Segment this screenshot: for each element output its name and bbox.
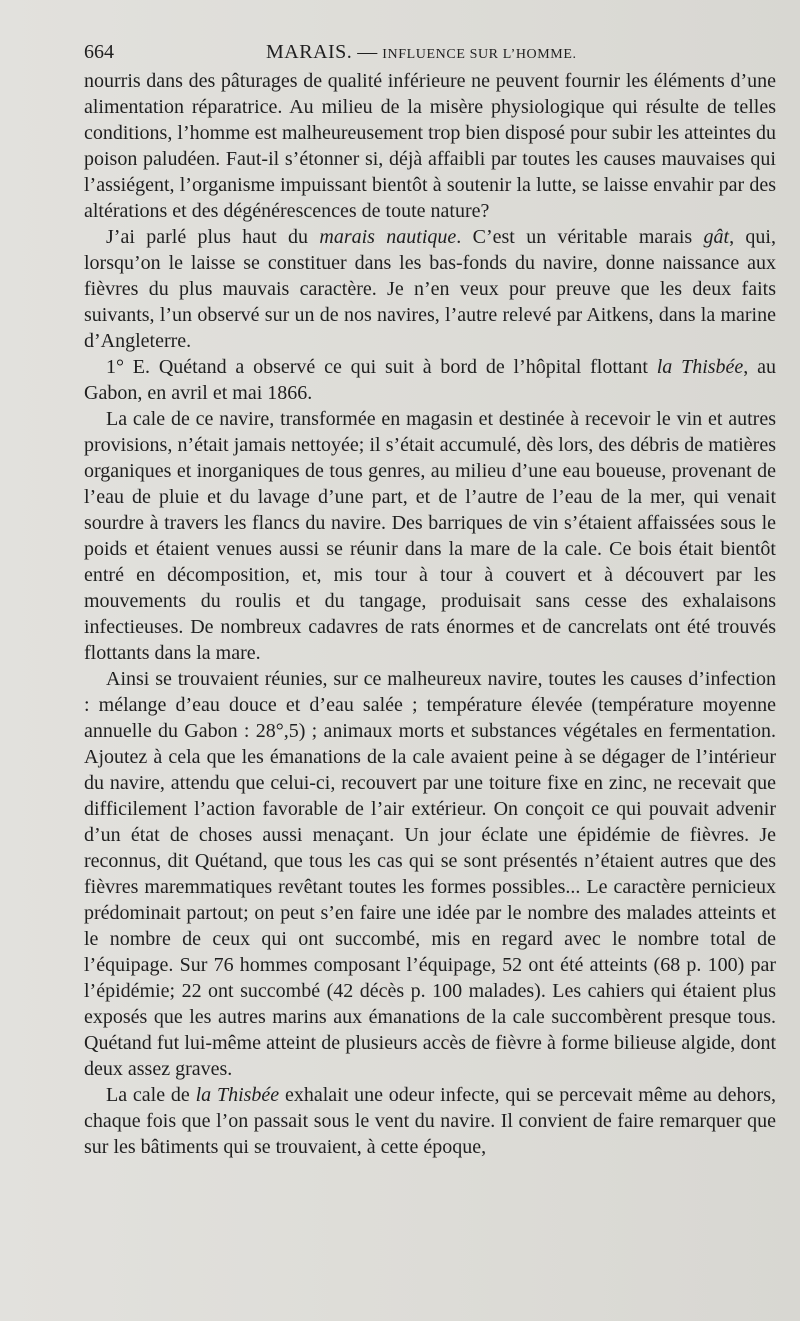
paragraph-case-one: [84, 354, 776, 406]
paragraph-text: La cale de: [106, 1084, 196, 1106]
ship-name: la Thisbée: [195, 1084, 280, 1106]
italic-term: marais nautique: [319, 226, 457, 248]
running-title-separator: —: [352, 41, 383, 63]
paragraph-text: exhalait une odeur infecte, qui se percevait même au dehors, chaque fois que l’on passait sous le vent du navire. Il convient de faire remarquer que sur les bâtiments qui se trouvaient, à cette époque,: [84, 1084, 776, 1158]
paragraph-text: , qui, lorsqu’on le laisse se constituer dans les bas-fonds du navire, donne naissance aux fièvres du plus mauvais caractère. Je n’en veux pour preuve que les deux faits suivants, l’un observé sur un de nos navires, l’autre relevé par Aitkens, dans la marine d’Angleterre.: [84, 226, 776, 352]
paragraph-text: , au Gabon, en avril et mai 1866.: [84, 356, 776, 404]
running-title: [266, 36, 577, 71]
paragraph-marais-nautique: [84, 224, 776, 354]
running-title-subtitle: INFLUENCE SUR L’HOMME.: [382, 47, 577, 62]
page-body: [84, 68, 776, 1160]
running-header: [84, 36, 780, 68]
italic-term: gât: [703, 226, 730, 248]
paragraph-ship-hold: La cale de ce navire, transformée en magasin et destinée à recevoir le vin et autres provisions, n’était jamais nettoyée; il s’était accumulé, dès lors, des débris de matières organiques et inorganiques de tous genres, au milieu d’une eau boueuse, provenant de l’eau de pluie et du lavage d’une part, et de l’autre de l’eau de la mer, qui venait sourdre à travers les flancs du navire. Des barriques de vin s’étaient affaissées sous le poids et étaient venues aussi se réunir dans la mare de la cale. Ce bois était bientôt entré en décomposition, et, mis tour à tour à couvert et à découvert par les mouvements du roulis et du tangage, produisait sans cesse des exhalaisons infectieuses. De nombreux cadavres de rats énormes et de cancrelats ont été trouvés flottants dans la mare.: [84, 408, 776, 664]
paragraph-continuation: nourris dans des pâturages de qualité inférieure ne peuvent fournir les éléments d’une alimentation réparatrice. Au milieu de la misère physiologique qui résulte de telles conditions, l’homme est malheureusement trop bien disposé pour subir les atteintes du poison paludéen. Faut-il s’étonner si, déjà affaibli par toutes les causes mauvaises qui l’assiégent, l’organisme impuissant bientôt à soutenir la lutte, se laisse envahir par des altérations et des dégénérescences de toute nature?: [84, 70, 776, 222]
paragraph-odor: [84, 1082, 776, 1160]
running-title-main: MARAIS.: [266, 41, 353, 63]
page-number: 664: [84, 41, 114, 63]
paragraph-text: 1° E. Quétand a observé ce qui suit à bord de l’hôpital flottant: [106, 356, 657, 378]
ship-name: la Thisbée: [656, 356, 744, 378]
paragraph-text: . C’est un véritable marais: [456, 226, 704, 248]
paragraph-infection-causes: Ainsi se trouvaient réunies, sur ce malheureux navire, toutes les causes d’infection : mélange d’eau douce et d’eau salée ; température élevée (température moyenne annuelle du Gabon : 28°,5) ; animaux morts et substances végétales en fermentation. Ajoutez à cela que les émanations de la cale avaient peine à se dégager de l’intérieur du navire, attendu que celui-ci, recouvert par une toiture fixe en zinc, ne recevait que difficilement l’action favorable de l’air extérieur. On conçoit ce qui pouvait advenir d’un état de choses aussi menaçant. Un jour éclate une épidémie de fièvres. Je reconnus, dit Quétand, que tous les cas qui se sont présentés n’étaient autres que des fièvres maremmatiques revêtant toutes les formes possibles... Le caractère pernicieux prédominait partout; on peut s’en faire une idée par le nombre des malades atteints et le nombre de ceux qui ont succombé, mis en regard avec le nombre total de l’équipage. Sur 76 hommes composant l’équipage, 52 ont été atteints (68 p. 100) par l’épidémie; 22 ont succombé (42 décès p. 100 malades). Les cahiers qui étaient plus exposés que les autres marins aux émanations de la cale succombèrent presque tous. Quétand fut lui-même atteint de plusieurs accès de fièvre à forme bilieuse algide, dont deux assez graves.: [84, 668, 776, 1080]
paragraph-text: J’ai parlé plus haut du: [106, 226, 320, 248]
